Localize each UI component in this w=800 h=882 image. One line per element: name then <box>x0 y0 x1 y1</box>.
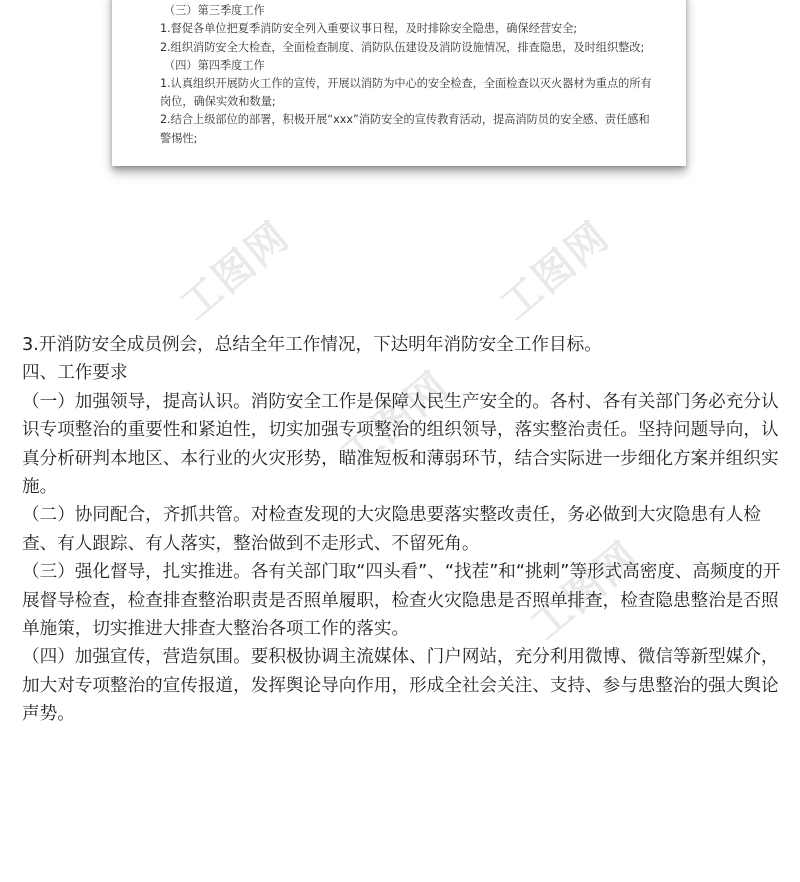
card-line: （三）第三季度工作 <box>164 4 265 18</box>
card-line: 2.结合上级部位的部署，积极开展“xxx”消防安全的宣传教育活动，提高消防员的安全感、责任感和警惕性; <box>160 113 650 145</box>
watermark-4: 工图网 <box>522 533 649 650</box>
watermark-1: 工图网 <box>172 213 299 330</box>
body-paragraph: 3.开消防安全成员例会，总结全年工作情况，下达明年消防安全工作目标。 <box>22 335 602 355</box>
card-line: 2.组织消防安全大检查，全面检查制度、消防队伍建设及消防设施情况，排查隐患，及时组织整改; <box>160 40 645 54</box>
body-paragraph: （四）加强宣传，营造氛围。要积极协调主流媒体、门户网站，充分利用微博、微信等新型媒介，加大对专项整治的宣传报道，发挥舆论导向作用，形成全社会关注、支持、参与患整治的强大舆论声势。 <box>22 647 779 725</box>
body-paragraph: （二）协同配合，齐抓共管。对检查发现的大灾隐患要落实整改责任，务必做到大灾隐患有人检查、有人跟踪、有人落实，整治做到不走形式、不留死角。 <box>22 505 761 554</box>
card-line: （四）第四季度工作 <box>164 58 265 72</box>
document-card-text <box>160 0 660 148</box>
document-body <box>22 331 782 729</box>
watermark-3: 工图网 <box>332 363 459 480</box>
body-paragraph: （一）加强领导，提高认识。消防安全工作是保障人民生产安全的。各村、各有关部门务必充分认识专项整治的重要性和紧迫性，切实加强专项整治的组织领导，落实整治责任。坚持问题导向，认真分析研判本地区、本行业的火灾形势，瞄准短板和薄弱环节，结合实际进一步细化方案并组织实施。 <box>22 391 779 498</box>
card-line: 1.督促各单位把夏季消防安全列入重要议事日程，及时排除安全隐患，确保经营安全; <box>160 22 578 36</box>
section-heading: 四、工作要求 <box>22 363 128 384</box>
body-paragraph: （三）强化督导，扎实推进。各有关部门取“四头看”、“找茬”和“挑刺”等形式高密度、高频度的开展督导检查，检查排查整治职责是否照单履职，检查火灾隐患是否照单排查，检查隐患整治是否照单施策，切实推进大排查大整治各项工作的落实。 <box>22 562 781 640</box>
document-card <box>112 0 686 166</box>
watermark-2: 工图网 <box>492 213 619 330</box>
card-line: 1.认真组织开展防火工作的宣传，开展以消防为中心的安全检查，全面检查以灭火器材为重点的所有岗位，确保实效和数量; <box>160 77 652 109</box>
